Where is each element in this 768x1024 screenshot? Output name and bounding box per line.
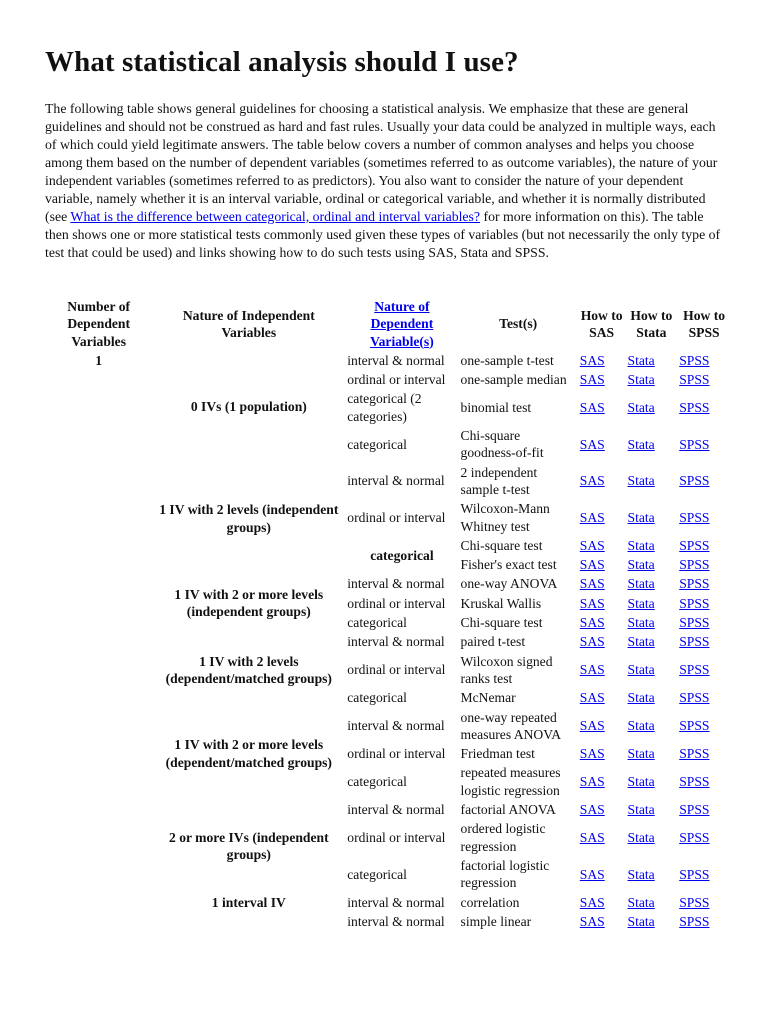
test-cell: factorial logistic regression [460, 857, 550, 891]
sas-link[interactable]: SAS [579, 557, 605, 573]
spss-link[interactable]: SPSS [679, 436, 710, 452]
sas-link[interactable]: SAS [579, 436, 605, 452]
sas-link[interactable]: SAS [579, 352, 605, 368]
test-cell: Fisher's exact test [460, 557, 557, 573]
test-cell: Chi-square test [460, 537, 543, 553]
stata-link[interactable]: Stata [627, 352, 655, 368]
stata-link[interactable]: Stata [627, 400, 655, 416]
dv-cell: interval & normal [347, 576, 445, 592]
sas-link[interactable]: SAS [579, 829, 605, 845]
header-tests: Test(s) [499, 316, 538, 332]
stata-link[interactable]: Stata [627, 913, 655, 929]
page-title: What statistical analysis should I use? [45, 46, 519, 78]
group-cell: 2 or more IVs (independent groups) [169, 829, 329, 863]
spss-link[interactable]: SPSS [679, 746, 710, 762]
test-cell: one-sample t-test [460, 352, 554, 368]
test-cell: Chi-square goodness-of-fit [460, 428, 544, 461]
group-cell: 1 IV with 2 levels (dependent/matched groups) [165, 653, 332, 686]
stata-link[interactable]: Stata [627, 473, 655, 489]
sas-link[interactable]: SAS [579, 718, 605, 734]
sas-link[interactable]: SAS [579, 576, 605, 592]
dv-cell: ordinal or interval [347, 372, 446, 388]
spss-link[interactable]: SPSS [679, 352, 710, 368]
spss-link[interactable]: SPSS [679, 634, 710, 650]
sas-link[interactable]: SAS [579, 802, 605, 818]
dv-cell: ordinal or interval [347, 746, 446, 762]
test-cell: Chi-square test [460, 615, 543, 631]
spss-link[interactable]: SPSS [679, 690, 710, 706]
spss-link[interactable]: SPSS [679, 718, 710, 734]
dv-cell: categorical [347, 436, 407, 452]
table-header-row [45, 297, 731, 351]
spss-link[interactable]: SPSS [679, 595, 710, 611]
spss-link[interactable]: SPSS [679, 400, 710, 416]
sas-link[interactable]: SAS [579, 866, 605, 882]
dv-cell: interval & normal [347, 894, 445, 910]
stata-link[interactable]: Stata [627, 746, 655, 762]
stata-link[interactable]: Stata [627, 866, 655, 882]
dv-cell: interval & normal [347, 473, 445, 489]
header-iv: Nature of Independent Variables [182, 307, 315, 340]
header-spss: How to SPSS [683, 307, 726, 340]
sas-link[interactable]: SAS [579, 774, 605, 790]
stata-link[interactable]: Stata [627, 690, 655, 706]
stata-link[interactable]: Stata [627, 615, 655, 631]
sas-link[interactable]: SAS [579, 400, 605, 416]
test-cell: 2 independent sample t-test [460, 464, 538, 497]
header-dv [345, 297, 458, 351]
table-row [45, 351, 731, 370]
stata-link[interactable]: Stata [627, 537, 655, 553]
dv-cell: categorical [347, 866, 407, 882]
header-num-dv: Number of Dependent Variables [67, 299, 131, 349]
test-cell: ordered logistic regression [460, 821, 546, 854]
intro-text-after-link: for more information on this). The table then shows one or more statistical tests commonly used given these types of variables (but not necessarily the only type of test that could be used) and links showing how to do such tests using SAS, Stata and SPSS. [45, 209, 721, 260]
intro-paragraph [45, 100, 721, 262]
test-cell: Wilcoxon-Mann Whitney test [460, 501, 550, 534]
stata-link[interactable]: Stata [627, 894, 655, 910]
spss-link[interactable]: SPSS [679, 829, 710, 845]
sas-link[interactable]: SAS [579, 746, 605, 762]
spss-link[interactable]: SPSS [679, 576, 710, 592]
stata-link[interactable]: Stata [627, 802, 655, 818]
sas-link[interactable]: SAS [579, 537, 605, 553]
group-cell: 0 IVs (1 population) [190, 399, 307, 415]
header-stata: How to Stata [630, 307, 673, 340]
sas-link[interactable]: SAS [579, 595, 605, 611]
group-cell: 1 IV with 2 or more levels (independent groups) [174, 587, 324, 620]
test-cell: repeated measures logistic regression [460, 765, 561, 798]
stata-link[interactable]: Stata [627, 372, 655, 388]
test-cell: Friedman test [460, 746, 535, 762]
dv-cell: interval & normal [347, 913, 445, 929]
stata-link[interactable]: Stata [627, 557, 655, 573]
spss-link[interactable]: SPSS [679, 615, 710, 631]
sas-link[interactable]: SAS [579, 913, 605, 929]
test-cell: binomial test [460, 400, 532, 416]
dv-cell: categorical [370, 547, 434, 563]
stata-link[interactable]: Stata [627, 718, 655, 734]
test-cell: one-sample median [460, 372, 567, 388]
spss-link[interactable]: SPSS [679, 372, 710, 388]
dv-cell: interval & normal [347, 634, 445, 650]
dv-cell: ordinal or interval [347, 829, 446, 845]
test-cell: Kruskal Wallis [460, 595, 542, 611]
sas-link[interactable]: SAS [579, 473, 605, 489]
stata-link[interactable]: Stata [627, 774, 655, 790]
test-cell: factorial ANOVA [460, 802, 556, 818]
stata-link[interactable]: Stata [627, 662, 655, 678]
header-sas: How to SAS [580, 307, 623, 340]
dv-cell: categorical [347, 615, 407, 631]
dv-cell: ordinal or interval [347, 595, 446, 611]
group-cell: 1 IV with 2 or more levels (dependent/matched groups) [165, 737, 332, 770]
dv-cell: ordinal or interval [347, 662, 446, 678]
sas-link[interactable]: SAS [579, 615, 605, 631]
spss-link[interactable]: SPSS [679, 557, 710, 573]
table-body [45, 351, 731, 931]
dv-cell: interval & normal [347, 352, 445, 368]
test-cell: one-way repeated measures ANOVA [460, 709, 562, 742]
stata-link[interactable]: Stata [627, 576, 655, 592]
stata-link[interactable]: Stata [627, 595, 655, 611]
sas-link[interactable]: SAS [579, 662, 605, 678]
stata-link[interactable]: Stata [627, 509, 655, 525]
spss-link[interactable]: SPSS [679, 913, 710, 929]
header-dv-link[interactable]: Nature of Dependent Variable(s) [370, 299, 434, 349]
dv-cell: interval & normal [347, 802, 445, 818]
stata-link[interactable]: Stata [627, 436, 655, 452]
group-cell: 1 IV with 2 levels (independent groups) [159, 502, 339, 535]
test-cell: simple linear [460, 913, 532, 929]
dv-cell: categorical [347, 690, 407, 706]
spss-link[interactable]: SPSS [679, 802, 710, 818]
dv-cell: ordinal or interval [347, 509, 446, 525]
dv-cell: interval & normal [347, 718, 445, 734]
spss-link[interactable]: SPSS [679, 662, 710, 678]
spss-link[interactable]: SPSS [679, 866, 710, 882]
spss-link[interactable]: SPSS [679, 509, 710, 525]
dv-cell: categorical [347, 774, 407, 790]
sas-link[interactable]: SAS [579, 509, 605, 525]
test-cell: paired t-test [460, 634, 526, 650]
stata-link[interactable]: Stata [627, 829, 655, 845]
group-cell: 1 interval IV [211, 894, 286, 910]
variable-types-link[interactable]: What is the difference between categorical, ordinal and interval variables? [70, 209, 481, 224]
dv-cell: categorical (2 categories) [347, 391, 422, 424]
spss-link[interactable]: SPSS [679, 537, 710, 553]
test-cell: one-way ANOVA [460, 576, 558, 592]
test-cell: correlation [460, 894, 520, 910]
stata-link[interactable]: Stata [627, 634, 655, 650]
num-dv-cell: 1 [95, 352, 103, 368]
intro-text-before-link: The following table shows general guidelines for choosing a statistical analysis. We emphasize that these are general guidelines and should not be construed as hard and fast rules. Usually your data could be analyzed in multiple ways, each of which could yield legitimate answers. The table below covers a number of common analyses and helps you choose among them based on the number of dependent variables (sometimes referred to as outcome variables), the nature of your independent variables (sometimes referred to as predictors). You also want to consider the nature of your dependent variable, namely whether it is an interval variable, ordinal or categorical variable, and whether it is normally distributed (see [45, 101, 718, 224]
test-cell: McNemar [460, 690, 516, 706]
test-cell: Wilcoxon signed ranks test [460, 653, 553, 686]
sas-link[interactable]: SAS [579, 690, 605, 706]
spss-link[interactable]: SPSS [679, 774, 710, 790]
sas-link[interactable]: SAS [579, 372, 605, 388]
analysis-guide-table [45, 297, 731, 931]
sas-link[interactable]: SAS [579, 634, 605, 650]
spss-link[interactable]: SPSS [679, 473, 710, 489]
sas-link[interactable]: SAS [579, 894, 605, 910]
spss-link[interactable]: SPSS [679, 894, 710, 910]
